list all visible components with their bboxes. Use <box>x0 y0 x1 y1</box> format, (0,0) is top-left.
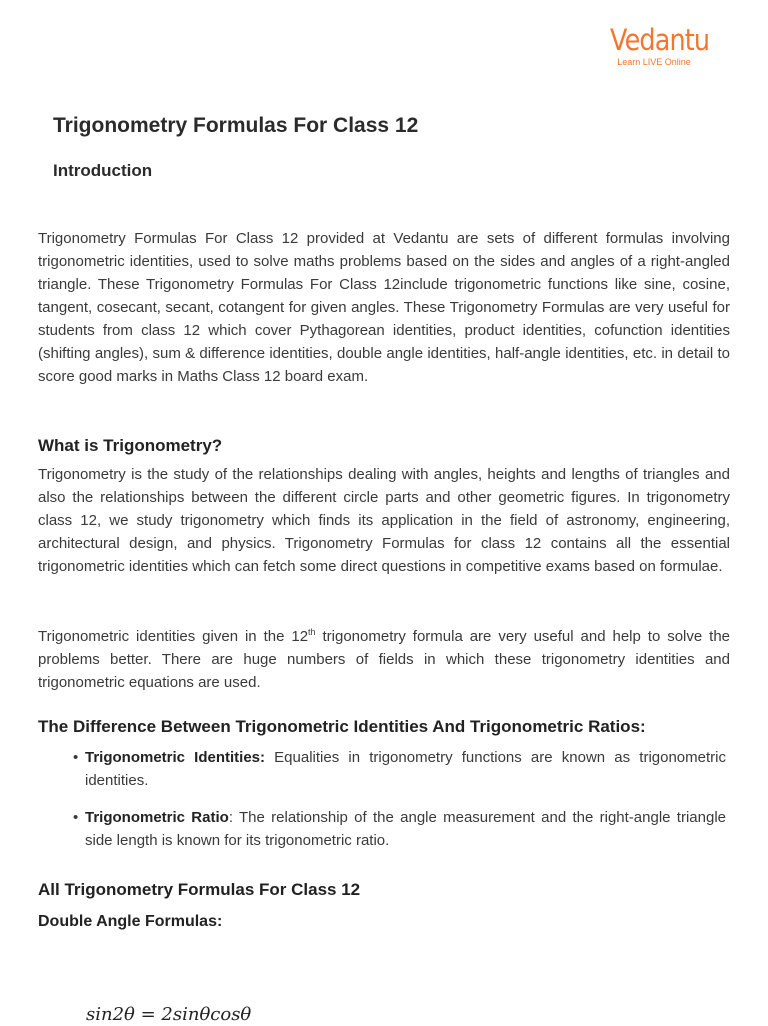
identities-usage-section <box>38 625 730 694</box>
introduction-heading: Introduction <box>53 161 153 180</box>
logo-tagline: Learn LIVE Online <box>617 57 691 67</box>
list-item-description: : The relationship of the angle measurement and the right-angle triangle side length is known for its trigonometric ratio. <box>85 809 726 849</box>
para2-text-before: Trigonometric identities given in the 12 <box>38 628 309 645</box>
list-item <box>70 746 726 792</box>
para2-text-after: trigonometry formula are very useful and help to solve the problems better. There are huge numbers of fields in which these trigonometry identities and trigonometric equations are used. <box>38 628 731 691</box>
bullet-icon: • <box>73 809 79 826</box>
page-title: Trigonometry Formulas For Class 12 <box>53 114 419 137</box>
what-is-trigonometry-heading: What is Trigonometry? <box>38 436 223 455</box>
vedantu-logo[interactable] <box>604 23 710 67</box>
double-angle-heading: Double Angle Formulas: <box>38 913 223 930</box>
introduction-paragraph: Trigonometry Formulas For Class 12 provided at Vedantu are sets of different formulas involving trigonometric identities, used to solve maths problems based on the sides and angles of a right-angled triangle. These Trigonometry Formulas For Class 12include trigonometric functions like sine, cosine, tangent, cosecant, secant, cotangent for given angles. These Trigonometry Formulas are very useful for students from class 12 which cover Pythagorean identities, product identities, cofunction identities (shifting angles), sum & difference identities, double angle identities, half-angle identities, etc. in detail to score good marks in Maths Class 12 board exam. <box>38 230 730 385</box>
list-item-term: Trigonometric Ratio <box>85 809 229 826</box>
difference-list <box>70 746 726 852</box>
difference-heading: The Difference Between Trigonometric Identities And Trigonometric Ratios: <box>38 717 646 736</box>
list-item <box>70 806 726 852</box>
what-is-paragraph-1: Trigonometry is the study of the relationships dealing with angles, heights and lengths of triangles and also the relationships between the different circle parts and other geometric figures. In trigonometry class 12, we study trigonometry which finds its application in the field of astronomy, engineering, architectural design, and physics. Trigonometry Formulas for class 12 contains all the essential trigonometric identities which can fetch some direct questions in competitive exams based on formulae. <box>38 466 730 575</box>
what-is-paragraph-2 <box>38 625 730 694</box>
list-item-term: Trigonometric Identities: <box>85 749 266 766</box>
introduction-section <box>38 227 730 388</box>
all-formulas-heading: All Trigonometry Formulas For Class 12 <box>38 880 361 899</box>
double-angle-formula: sin2θ = 2sinθcosθ <box>86 1004 252 1025</box>
list-item-description: Equalities in trigonometry functions are known as trigonometric identities. <box>85 749 726 789</box>
logo-wordmark: Vedantu <box>610 23 710 57</box>
bullet-icon: • <box>73 749 79 766</box>
what-is-trigonometry-section <box>38 463 730 578</box>
para2-superscript: th <box>308 627 316 637</box>
